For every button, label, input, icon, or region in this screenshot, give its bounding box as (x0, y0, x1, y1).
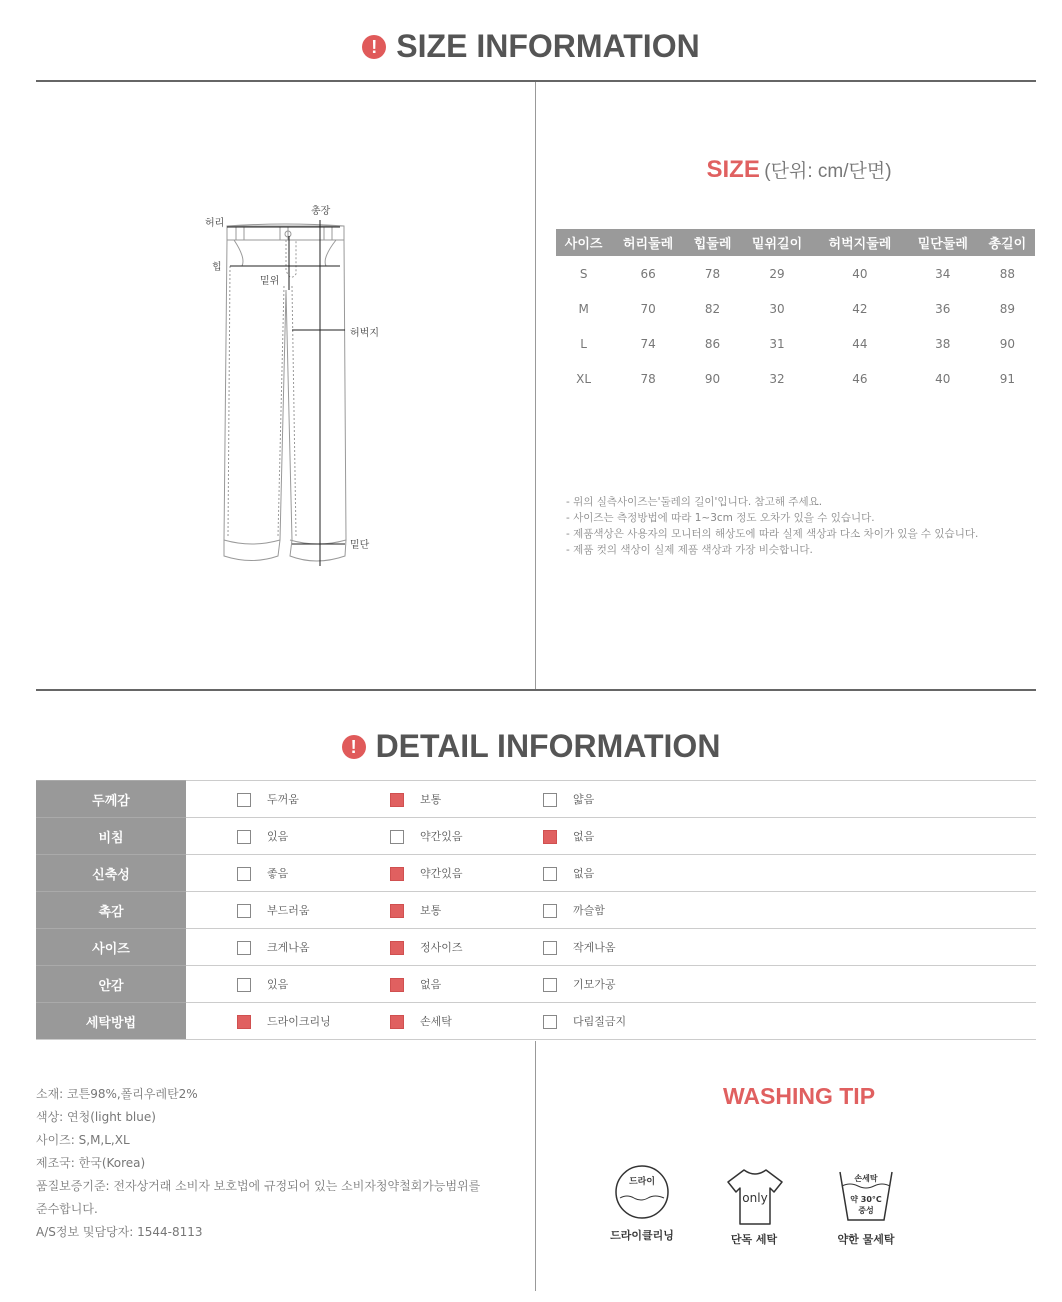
table-cell: 90 (999, 336, 1015, 351)
table-row (556, 256, 1035, 291)
hand-wash-label: 약한 물세탁 (837, 1233, 895, 1246)
detail-option (390, 791, 543, 807)
hem-label: 밑단 (350, 540, 370, 551)
detail-option-label: 손세탁 (420, 1015, 452, 1028)
checked-box (390, 904, 404, 918)
detail-option (390, 902, 543, 918)
detail-option (237, 828, 390, 844)
table-cell: 34 (935, 266, 951, 281)
dry-clean-icon-text: 드라이 (628, 1177, 656, 1187)
table-cell: 88 (999, 266, 1015, 281)
shirt-only-label: 단독 세탁 (730, 1233, 778, 1246)
unchecked-box (390, 830, 404, 844)
table-cell: 66 (640, 266, 656, 281)
checked-box (237, 1015, 251, 1029)
table-cell: 42 (852, 301, 868, 316)
detail-option (543, 939, 696, 955)
table-cell: 82 (704, 301, 721, 316)
detail-information-title (0, 728, 1062, 765)
detail-option-label: 없음 (420, 978, 442, 991)
detail-option (543, 865, 696, 881)
table-cell: 36 (935, 301, 951, 316)
detail-option-label: 까슬함 (573, 904, 605, 917)
unchecked-box (543, 1015, 557, 1029)
size-table-header: 총길이 (980, 229, 1035, 256)
unchecked-box (543, 867, 557, 881)
detail-row-options (186, 929, 1036, 966)
detail-option (390, 828, 543, 844)
table-cell: 70 (640, 301, 656, 316)
table-cell: 78 (640, 371, 656, 386)
detail-row (36, 781, 1036, 818)
detail-option-label: 정사이즈 (420, 941, 463, 954)
material-line: 소재: 코튼98%,폴리우레탄2% (36, 1087, 198, 1101)
detail-row-label: 안감 (36, 966, 186, 1003)
table-cell: M (578, 301, 589, 316)
unchecked-box (543, 793, 557, 807)
dry-clean-icon (612, 1164, 672, 1220)
table-cell: 89 (999, 301, 1015, 316)
detail-information-title-text: DETAIL INFORMATION (375, 728, 721, 764)
detail-option-label: 드라이크리닝 (267, 1015, 331, 1028)
divider (36, 689, 1036, 691)
detail-row-label: 사이즈 (36, 929, 186, 966)
size-heading (536, 156, 1062, 184)
detail-row (36, 929, 1036, 966)
checked-box (390, 978, 404, 992)
checked-box (390, 941, 404, 955)
detail-row (36, 892, 1036, 929)
detail-row (36, 855, 1036, 892)
material-info (36, 1083, 531, 1244)
detail-option (237, 791, 390, 807)
detail-option (390, 976, 543, 992)
hand-wash-tub-icon (836, 1168, 896, 1228)
table-cell: 40 (852, 266, 868, 281)
unchecked-box (237, 830, 251, 844)
size-table-header: 사이즈 (556, 229, 611, 256)
total-length-label: 총장 (311, 206, 331, 217)
hip-label: 힙 (212, 262, 222, 273)
detail-option-label: 크게나옴 (267, 941, 310, 954)
table-cell: 40 (935, 371, 951, 386)
detail-option-label: 부드러움 (267, 904, 310, 917)
pants-diagram (200, 200, 400, 575)
detail-option (237, 939, 390, 955)
detail-option-label: 있음 (267, 830, 289, 843)
detail-option-label: 다림질금지 (573, 1015, 627, 1028)
detail-option (543, 1013, 696, 1029)
note-line: - 제품 컷의 색상이 실제 제품 색상과 가장 비슷합니다. (566, 544, 813, 556)
material-line: 사이즈: S,M,L,XL (36, 1133, 130, 1147)
detail-option-label: 보통 (420, 793, 442, 806)
thigh-label: 허벅지 (350, 328, 379, 339)
size-table-header: 허리둘레 (611, 229, 685, 256)
unchecked-box (543, 904, 557, 918)
table-cell: XL (576, 371, 592, 386)
size-table-header: 밑단둘레 (906, 229, 980, 256)
table-row (556, 291, 1035, 326)
detail-option-label: 좋음 (267, 867, 289, 880)
table-cell: 29 (769, 266, 785, 281)
size-table-header: 힙둘레 (685, 229, 740, 256)
detail-option (543, 828, 696, 844)
detail-option-label: 있음 (267, 978, 289, 991)
table-cell: 74 (640, 336, 656, 351)
table-cell: 86 (704, 336, 721, 351)
size-table-header-row (556, 229, 1035, 256)
size-table-header: 허벅지둘레 (814, 229, 906, 256)
size-unit: (단위: cm/단면) (764, 161, 892, 182)
detail-option (543, 791, 696, 807)
alert-icon: ! (342, 735, 366, 759)
detail-row-label: 세탁방법 (36, 1003, 186, 1040)
table-row (556, 361, 1035, 396)
alert-icon: ! (362, 35, 386, 59)
detail-option-label: 보통 (420, 904, 442, 917)
detail-option (237, 902, 390, 918)
detail-option-label: 얇음 (573, 793, 595, 806)
dry-clean-label: 드라이클리닝 (610, 1229, 674, 1242)
note-line: - 사이즈는 측정방법에 따라 1~3cm 정도 오차가 있을 수 있습니다. (566, 512, 875, 524)
material-line: 준수합니다. (36, 1202, 98, 1216)
detail-option (237, 1013, 390, 1029)
table-cell: 44 (852, 336, 868, 351)
shirt-only-icon (726, 1166, 784, 1228)
detail-table (36, 780, 1036, 1040)
detail-option-label: 기모가공 (573, 978, 616, 991)
note-line: - 제품색상은 사용자의 모니터의 해상도에 따라 실제 색상과 다소 차이가 있을 수 있습니다. (566, 528, 979, 540)
detail-option-label: 두꺼움 (267, 793, 299, 806)
size-heading-text: SIZE (706, 156, 760, 183)
material-line: 품질보증기준: 전자상거래 소비자 보호법에 규정되어 있는 소비자청약철회가능범위를 (36, 1179, 481, 1193)
unchecked-box (543, 941, 557, 955)
unchecked-box (543, 978, 557, 992)
detail-option (390, 1013, 543, 1029)
checked-box (390, 1015, 404, 1029)
detail-option (543, 902, 696, 918)
shirt-only-icon-text: only (742, 1191, 768, 1205)
unchecked-box (237, 941, 251, 955)
detail-row-options (186, 1003, 1036, 1040)
table-row (556, 326, 1035, 361)
vertical-divider (535, 1041, 536, 1291)
size-table-header: 밑위길이 (740, 229, 814, 256)
unchecked-box (237, 978, 251, 992)
detail-row (36, 966, 1036, 1003)
unchecked-box (237, 867, 251, 881)
detail-option (237, 865, 390, 881)
table-cell: 30 (769, 301, 785, 316)
size-information-title-text: SIZE INFORMATION (396, 28, 700, 64)
hand-wash-tub-text-mid: 약 30°C (850, 1195, 882, 1204)
note-line: - 위의 실측사이즈는'둘레의 길이'입니다. 참고해 주세요. (566, 496, 823, 508)
detail-row-options (186, 892, 1036, 929)
detail-option-label: 작게나옴 (573, 941, 616, 954)
hand-wash-tub-text-bottom: 중성 (858, 1206, 874, 1215)
table-cell: 38 (935, 336, 951, 351)
size-information-title (0, 28, 1062, 65)
detail-row-options (186, 966, 1036, 1003)
material-line: 제조국: 한국(Korea) (36, 1156, 146, 1170)
detail-row-options (186, 855, 1036, 892)
detail-row-label: 비침 (36, 818, 186, 855)
detail-option-label: 약간있음 (420, 867, 463, 880)
detail-option (543, 976, 696, 992)
detail-option (237, 976, 390, 992)
material-line: 색상: 연청(light blue) (36, 1110, 156, 1124)
detail-option-label: 없음 (573, 830, 595, 843)
material-line: A/S정보 및담당자: 1544-8113 (36, 1225, 203, 1239)
unchecked-box (237, 793, 251, 807)
detail-option-label: 약간있음 (420, 830, 463, 843)
table-cell: 91 (999, 371, 1015, 386)
table-cell: L (580, 336, 587, 351)
detail-row-options (186, 818, 1036, 855)
detail-option-label: 없음 (573, 867, 595, 880)
table-cell: 32 (769, 371, 785, 386)
detail-row (36, 1003, 1036, 1040)
table-cell: 46 (852, 371, 868, 386)
unchecked-box (237, 904, 251, 918)
size-table (556, 229, 1035, 396)
checked-box (390, 793, 404, 807)
detail-row (36, 818, 1036, 855)
detail-row-label: 신축성 (36, 855, 186, 892)
detail-option (390, 865, 543, 881)
table-cell: 90 (704, 371, 721, 386)
detail-row-label: 두께감 (36, 781, 186, 818)
waist-label: 허리 (205, 218, 225, 229)
table-cell: 31 (769, 336, 785, 351)
hand-wash-tub-text-top: 손세탁 (854, 1174, 878, 1183)
detail-row-label: 촉감 (36, 892, 186, 929)
washing-tip-title: WASHING TIP (722, 1083, 876, 1109)
size-notes (566, 494, 978, 558)
checked-box (543, 830, 557, 844)
rise-label: 밑위 (260, 276, 280, 287)
detail-option (390, 939, 543, 955)
table-cell: 78 (704, 266, 721, 281)
table-cell: S (579, 266, 588, 281)
divider (36, 80, 1036, 82)
checked-box (390, 867, 404, 881)
detail-row-options (186, 781, 1036, 818)
